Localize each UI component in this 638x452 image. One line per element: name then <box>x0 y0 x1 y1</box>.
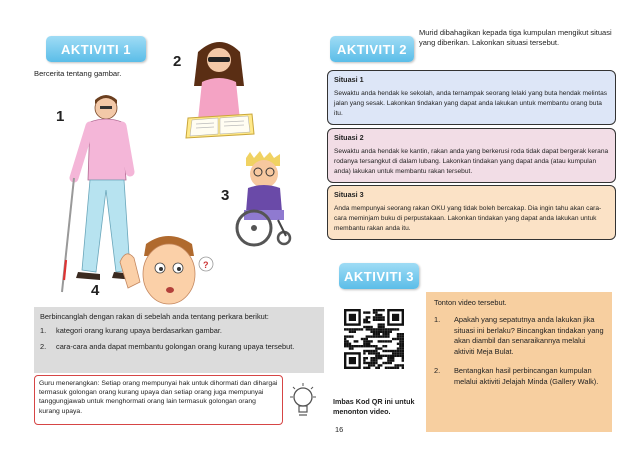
situasi-title: Situasi 2 <box>334 133 364 142</box>
aktiviti-2-badge: AKTIVITI 2 <box>330 36 414 62</box>
teacher-note-box: Guru menerangkan: Setiap orang mempunyai hak untuk dihormati dan dihargai termasuk golongan orang kurang upaya dan setiap orang juga mempunyai tanggungjawab untuk menghormati orang lain termasuk golongan orang kurang upaya. <box>34 375 283 425</box>
discussion-item-number: 2. <box>40 341 47 351</box>
video-heading: Tonton video tersebut. <box>434 298 507 307</box>
picture-number-2: 2 <box>173 53 182 70</box>
picture-number-4: 4 <box>91 282 100 299</box>
situasi-text: Anda mempunyai seorang rakan OKU yang tidak boleh bercakap. Dia ingin tahu akan cara-cara meminjam buku di perpustakaan. Lakonkan tindakan yang dapat anda lakukan untuk membantu rakan anda itu. <box>334 205 602 232</box>
qr-code[interactable] <box>344 309 404 369</box>
video-item-number: 1. <box>434 315 441 324</box>
instruction-text: Bercerita tentang gambar. <box>34 69 122 78</box>
video-item-text: Apakah yang sepatutnya anda lakukan jika situasi ini berlaku? Bincangkan tindakan yang akan diambil dan senaraikannya melalui aktiviti Meja Bulat. <box>454 315 604 357</box>
discussion-intro: Berbincanglah dengan rakan di sebelah anda tentang perkara berikut: <box>40 312 269 321</box>
video-item <box>434 366 604 387</box>
situasi-title: Situasi 3 <box>334 190 364 199</box>
video-item-number: 2. <box>434 365 441 375</box>
qr-caption: Imbas Kod QR ini untuk menonton video. <box>333 397 415 417</box>
video-item <box>434 315 604 358</box>
svg-text:?: ? <box>203 260 209 270</box>
discussion-panel <box>34 307 324 373</box>
boy-in-wheelchair-illustration <box>226 150 302 248</box>
situasi-2-card <box>327 128 616 183</box>
picture-number-1: 1 <box>56 108 65 125</box>
situasi-1-card <box>327 70 616 125</box>
aktiviti-3-badge: AKTIVITI 3 <box>339 263 419 289</box>
girl-reading-braille-illustration <box>182 38 258 142</box>
video-task-panel <box>426 292 612 432</box>
situasi-text: Sewaktu anda hendak ke kantin, rakan anda yang berkerusi roda tidak dapat bergerak kerana rodanya tersangkut di dalam lubang. Lakonkan tindakan yang dapat anda (atau kumpulan anda) lakukan untuk membantu rakan tersebut. <box>334 148 609 175</box>
situasi-title: Situasi 1 <box>334 75 364 84</box>
boy-with-hand-at-ear-illustration <box>118 234 214 306</box>
lightbulb-icon <box>288 382 318 422</box>
discussion-item <box>40 342 318 353</box>
video-item-text: Bentangkan hasil perbincangan kumpulan melalui aktiviti Jelajah Minda (Gallery Walk). <box>454 365 599 386</box>
aktiviti-2-intro: Murid dibahagikan kepada tiga kumpulan mengikut situasi yang diberikan. Lakonkan situasi tersebut. <box>419 28 612 48</box>
discussion-item-number: 1. <box>40 326 47 335</box>
page-number: 16 <box>335 425 344 434</box>
situasi-3-card <box>327 185 616 240</box>
discussion-item <box>40 326 318 337</box>
discussion-item-text: kategori orang kurang upaya berdasarkan gambar. <box>56 326 222 335</box>
situasi-text: Sewaktu anda hendak ke sekolah, anda ternampak seorang lelaki yang buta hendak melintas jalan yang sesak. Lakonkan tindakan yang dapat anda lakukan untuk membantu orang buta itu. <box>334 90 608 117</box>
aktiviti-1-badge: AKTIVITI 1 <box>46 36 146 62</box>
discussion-item-text: cara-cara anda dapat membantu golongan orang kurang upaya tersebut. <box>56 341 295 351</box>
picture-number-3: 3 <box>221 187 230 204</box>
